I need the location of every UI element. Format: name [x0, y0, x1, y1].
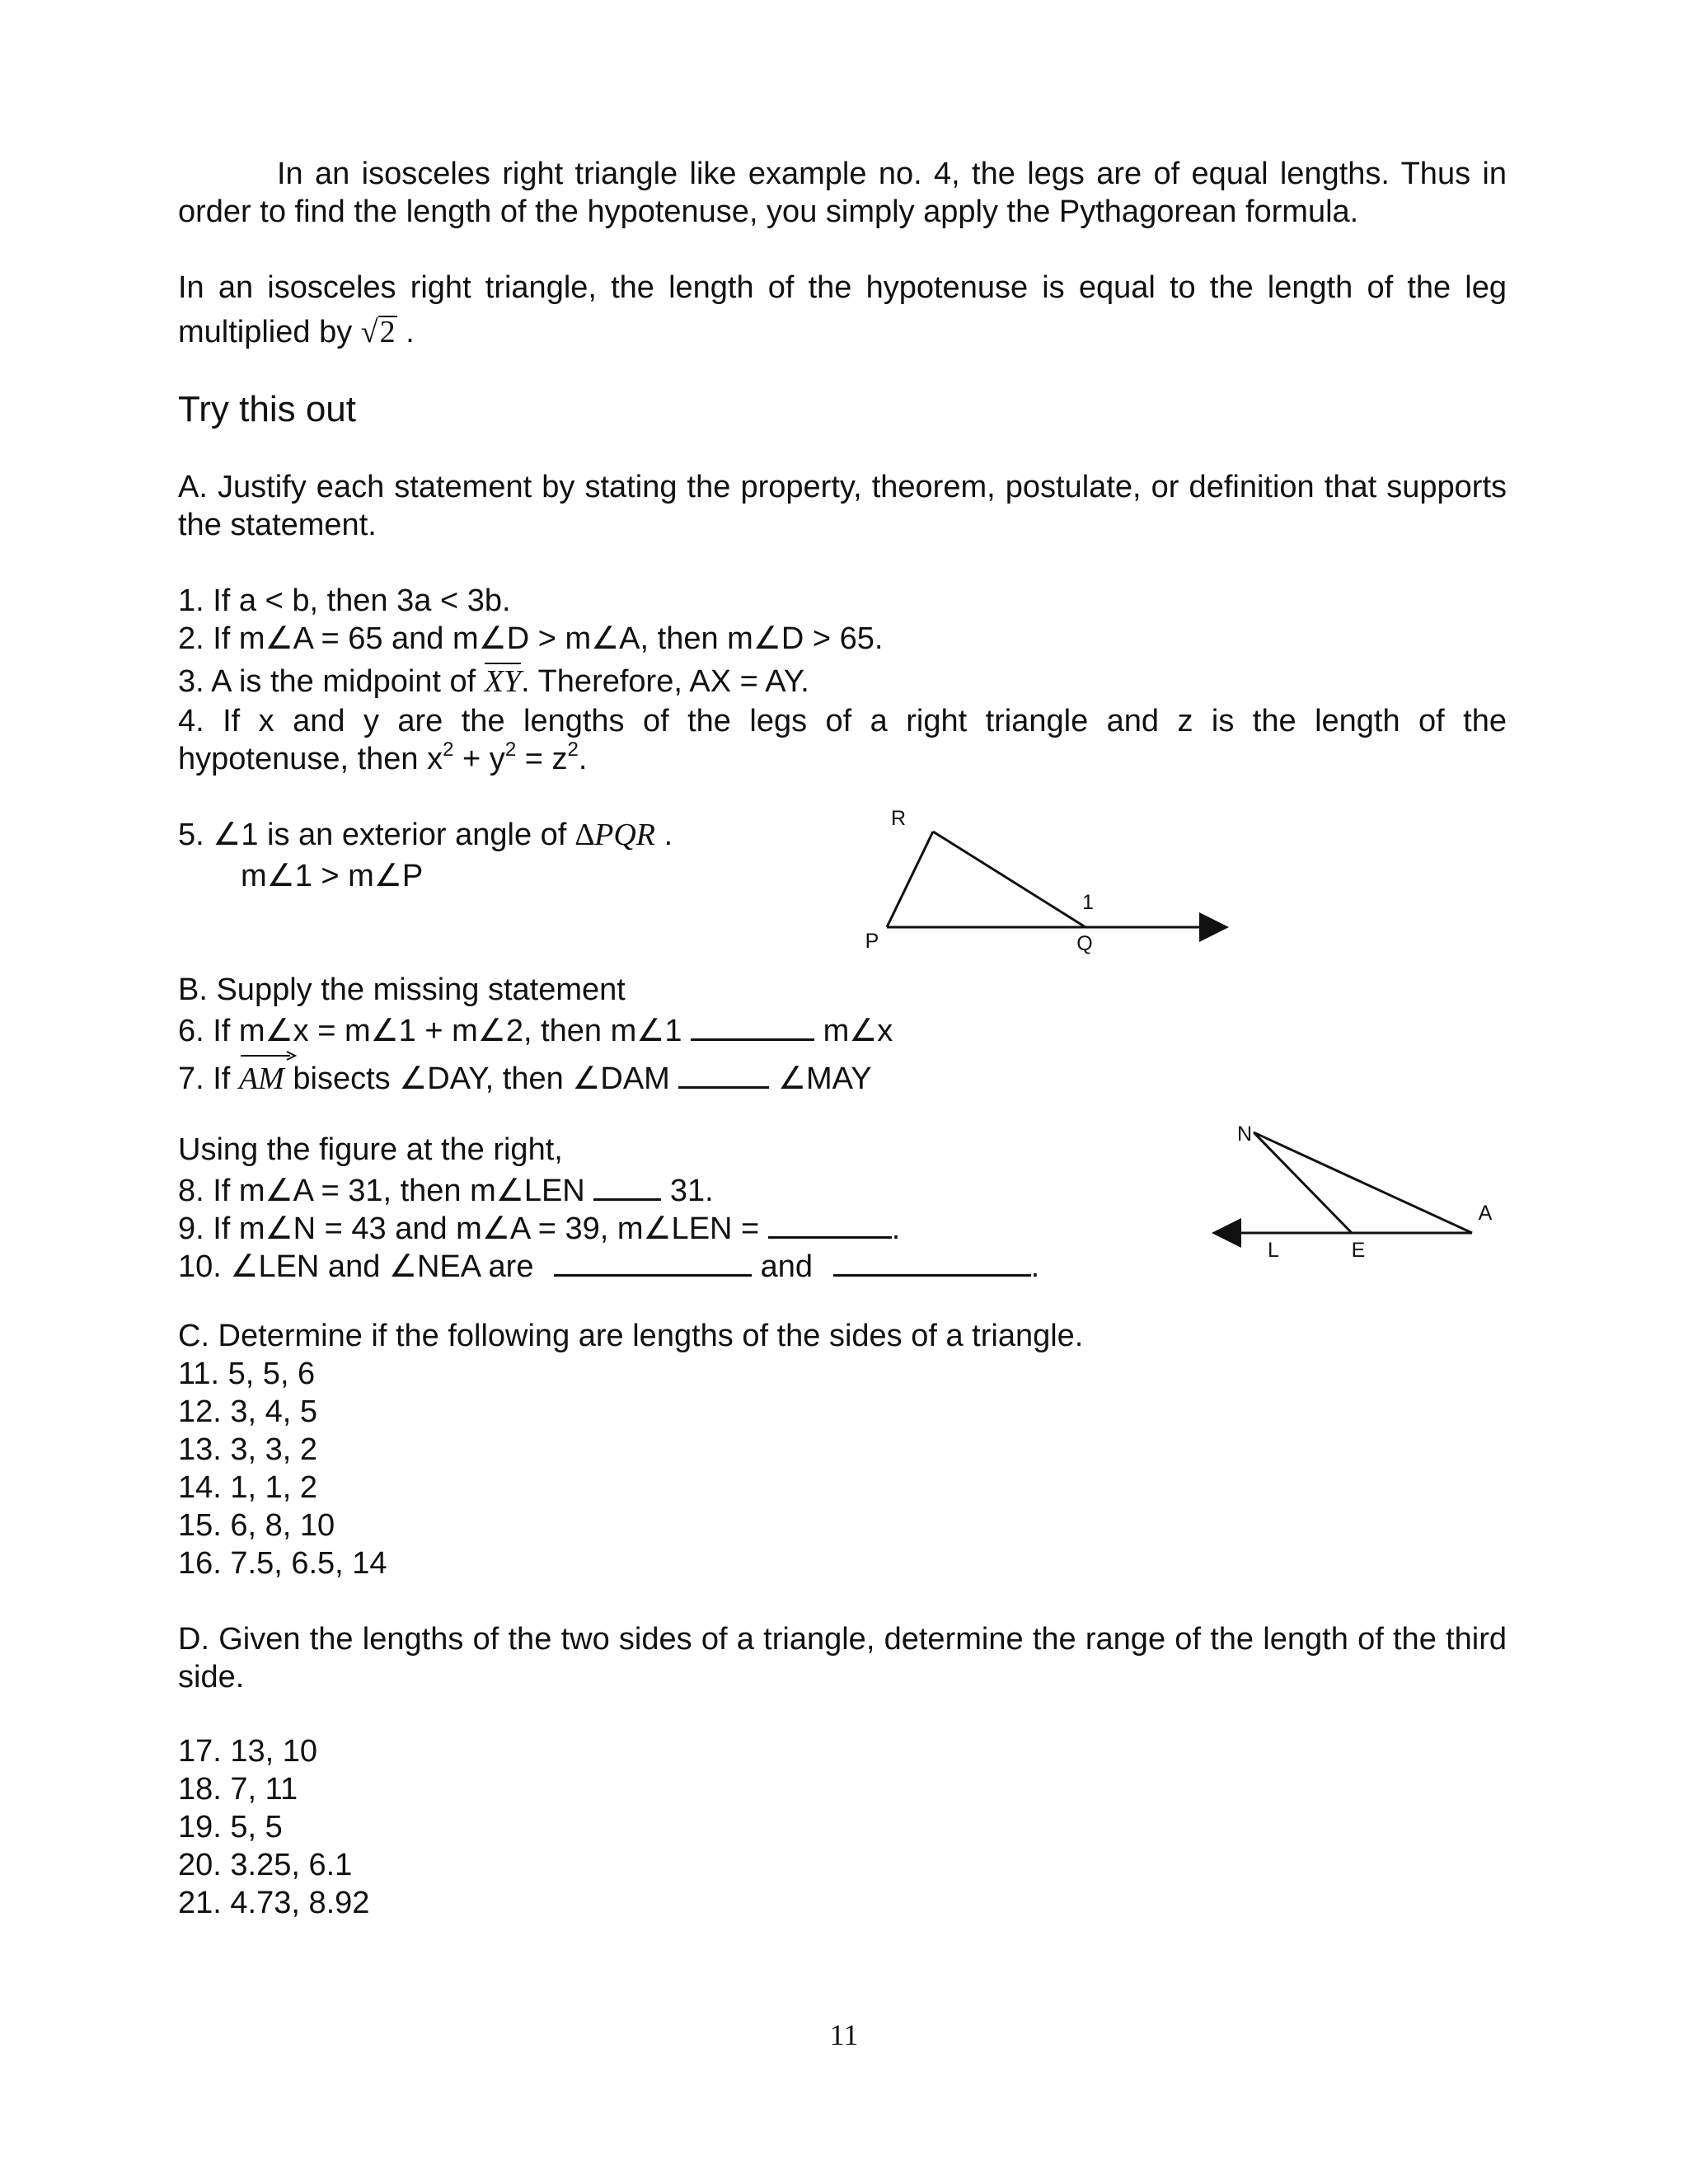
triangle-nea-figure	[1195, 1121, 1508, 1286]
item-3	[178, 663, 809, 701]
item-9-text: 9. If m∠N = 43 and m∠A = 39, m∠LEN =	[178, 1212, 760, 1246]
ray-am-label: AM	[238, 1062, 284, 1096]
section-d-instruction-text: D. Given the lengths of the two sides of a triangle, determine the range of the length of the third side.	[178, 1622, 1507, 1694]
side-ne-line	[1254, 1132, 1352, 1233]
item-8	[178, 1169, 714, 1210]
item-8-answer-blank	[593, 1169, 661, 1201]
item-6-text-end: m∠x	[823, 1014, 893, 1048]
side-rq-line	[933, 832, 1085, 927]
label-n: N	[1236, 1122, 1253, 1146]
item-9-answer-blank	[768, 1207, 892, 1239]
item-6-answer-blank	[691, 1009, 814, 1041]
item-7	[178, 1057, 872, 1098]
item-4-equals-z: = z	[516, 742, 568, 776]
item-10-answer-blank-1	[554, 1244, 752, 1277]
radicand: 2	[379, 315, 396, 349]
list-item: 11. 5, 5, 6	[178, 1357, 316, 1391]
item-9-period: .	[891, 1212, 901, 1246]
item-5-period: .	[663, 818, 673, 852]
item-6-text: 6. If m∠x = m∠1 + m∠2, then m∠1	[178, 1014, 682, 1048]
item-9	[178, 1207, 900, 1248]
label-a: A	[1478, 1202, 1493, 1225]
item-6	[178, 1009, 893, 1050]
list-item: 13. 3, 3, 2	[178, 1432, 318, 1467]
item-7-text: 7. If	[178, 1062, 231, 1096]
list-item: 16. 7.5, 6.5, 14	[178, 1546, 387, 1581]
label-r: R	[890, 808, 907, 830]
item-10-text: 10. ∠LEN and ∠NEA are	[178, 1249, 534, 1284]
triangle-pqr-figure	[857, 808, 1253, 956]
item-1: 1. If a < b, then 3a < 3b.	[178, 583, 511, 618]
ray-arrow-icon	[239, 1050, 297, 1062]
item-4-hyp-text: hypotenuse, then x	[178, 742, 443, 776]
list-item: 17. 13, 10	[178, 1734, 318, 1769]
triangle-pqr: ∆PQR	[574, 818, 656, 852]
label-e: E	[1351, 1239, 1366, 1262]
item-3-text: 3. A is the midpoint of	[178, 664, 476, 699]
section-c-list	[178, 1355, 387, 1582]
item-4: 4. If x and y are the lengths of the legs of a right triangle and z is the length of the	[178, 704, 1507, 738]
item-4-line2	[178, 740, 587, 778]
exponent-z: 2	[567, 738, 579, 761]
section-a-instruction	[178, 468, 1507, 544]
item-4-plus-y: + y	[453, 742, 505, 776]
item-8-text-end: 31.	[669, 1174, 714, 1208]
side-pr-line	[887, 832, 933, 927]
item-10-period: .	[1030, 1249, 1040, 1284]
list-item: 18. 7, 11	[178, 1772, 298, 1807]
period: .	[406, 315, 415, 349]
item-10-answer-blank-2	[833, 1244, 1031, 1277]
intro-text-1: In an isosceles right triangle like example no. 4, the legs are of equal lengths. Thus in order to find the length of the hypotenuse, you simply apply the Pythagorean formula.	[178, 157, 1507, 229]
section-d-instruction	[178, 1620, 1507, 1696]
list-item: 21. 4.73, 8.92	[178, 1886, 370, 1920]
item-2: 2. If m∠A = 65 and m∠D > m∠A, then m∠D > 65.	[178, 621, 884, 656]
item-7-answer-blank	[678, 1057, 769, 1089]
intro-paragraph-1	[178, 155, 1507, 231]
item-5	[178, 816, 673, 854]
list-item: 12. 3, 4, 5	[178, 1394, 318, 1429]
intro-paragraph-2-line2	[178, 313, 415, 351]
sqrt-two	[361, 315, 397, 349]
label-l: L	[1268, 1239, 1279, 1262]
radical-sign: √	[360, 315, 378, 349]
exponent-x: 2	[443, 738, 454, 761]
item-5-line2: m∠1 > m∠P	[241, 859, 424, 893]
item-8-text: 8. If m∠A = 31, then m∠LEN	[178, 1174, 585, 1208]
list-item: 20. 3.25, 6.1	[178, 1848, 353, 1882]
section-b-instruction: B. Supply the missing statement	[178, 972, 626, 1007]
section-heading: Try this out	[178, 389, 356, 429]
label-q: Q	[1076, 932, 1093, 955]
section-d-list	[178, 1732, 369, 1922]
figure-section-intro: Using the figure at the right,	[178, 1132, 563, 1167]
segment-xy: XY	[484, 664, 522, 699]
item-5-text: 5. ∠1 is an exterior angle of	[178, 818, 567, 852]
multiplied-by-text: multiplied by	[178, 315, 353, 349]
side-na-line	[1254, 1132, 1472, 1233]
list-item: 14. 1, 1, 2	[178, 1470, 318, 1505]
section-a-instruction-text: A. Justify each statement by stating the property, theorem, postulate, or definition that supports the statement.	[178, 470, 1507, 542]
item-10	[178, 1244, 1039, 1286]
item-10-and: and	[760, 1249, 814, 1284]
label-p: P	[865, 930, 879, 953]
exponent-y: 2	[504, 738, 517, 761]
list-item: 15. 6, 8, 10	[178, 1508, 335, 1543]
list-item: 19. 5, 5	[178, 1810, 283, 1844]
section-c-instruction: C. Determine if the following are lengths of the sides of a triangle.	[178, 1319, 1084, 1353]
item-3-text-end: . Therefore, AX = AY.	[521, 664, 809, 699]
label-angle-1: 1	[1082, 891, 1094, 914]
ray-am	[239, 1060, 284, 1098]
item-4-period: .	[578, 742, 588, 776]
item-7-text-mid: bisects ∠DAY, then ∠DAM	[293, 1062, 670, 1096]
intro-paragraph-2: In an isosceles right triangle, the length of the hypotenuse is equal to the length of the leg	[178, 270, 1507, 305]
page-number: 11	[829, 2018, 859, 2051]
item-7-text-end: ∠MAY	[777, 1062, 872, 1096]
